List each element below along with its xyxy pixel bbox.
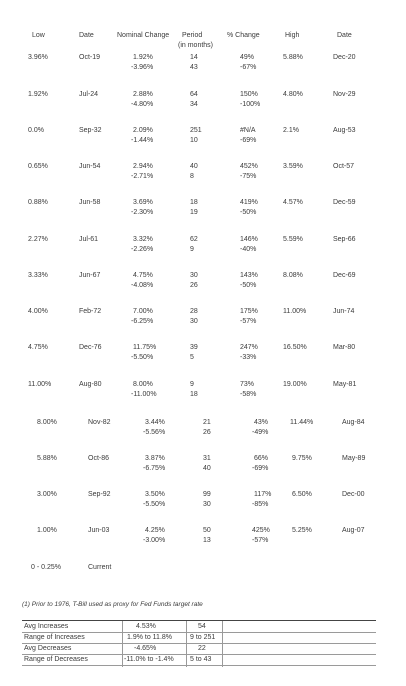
period-down-cell: 34 bbox=[190, 101, 198, 108]
high-cell: 6.50% bbox=[292, 491, 312, 498]
summary-label: Range of Decreases bbox=[24, 656, 88, 663]
period-up-cell: 251 bbox=[190, 127, 202, 134]
high-cell: 4.57% bbox=[283, 199, 303, 206]
nominal-increase-cell: 4.75% bbox=[133, 272, 153, 279]
pct-down-cell: -69% bbox=[240, 137, 257, 144]
summary-value-b: 22 bbox=[198, 645, 206, 652]
date-cell: Jun-03 bbox=[88, 527, 110, 534]
period-up-cell: 50 bbox=[203, 527, 211, 534]
nominal-increase-cell: 4.25% bbox=[145, 527, 165, 534]
summary-label: Range of Increases bbox=[24, 634, 85, 641]
nominal-increase-cell: 3.44% bbox=[145, 419, 165, 426]
pct-up-cell: 452% bbox=[240, 163, 258, 170]
pct-up-cell: 175% bbox=[240, 308, 258, 315]
date-cell: Current bbox=[88, 564, 112, 571]
date-cell: Oct-86 bbox=[88, 455, 110, 462]
pct-up-cell: 425% bbox=[252, 527, 270, 534]
nominal-decrease-cell: -5.50% bbox=[131, 354, 154, 361]
date-cell: Jul-24 bbox=[79, 91, 99, 98]
high-cell: 11.00% bbox=[283, 308, 307, 315]
pct-up-cell: 117% bbox=[254, 491, 272, 498]
date-cell: Nov-82 bbox=[88, 419, 111, 426]
low-cell: 11.00% bbox=[28, 381, 52, 388]
summary-label: Avg Increases bbox=[24, 623, 69, 630]
pct-up-cell: 143% bbox=[240, 272, 258, 279]
pct-down-cell: -40% bbox=[240, 246, 257, 253]
high-cell: 5.59% bbox=[283, 236, 303, 243]
header-low: Low bbox=[32, 32, 45, 39]
nominal-increase-cell: 2.09% bbox=[133, 127, 153, 134]
pct-down-cell: -67% bbox=[240, 64, 257, 71]
table-row bbox=[0, 381, 406, 405]
date2-cell: Dec-00 bbox=[342, 491, 365, 498]
nominal-increase-cell: 3.50% bbox=[145, 491, 165, 498]
low-cell: 4.00% bbox=[28, 308, 48, 315]
date-cell: Feb-72 bbox=[79, 308, 102, 315]
period-up-cell: 40 bbox=[190, 163, 198, 170]
period-down-cell: 43 bbox=[190, 64, 198, 71]
nominal-increase-cell: 2.88% bbox=[133, 91, 153, 98]
table-row bbox=[0, 527, 406, 551]
pct-up-cell: 146% bbox=[240, 236, 258, 243]
period-up-cell: 28 bbox=[190, 308, 198, 315]
pct-down-cell: -75% bbox=[240, 173, 257, 180]
period-up-cell: 62 bbox=[190, 236, 198, 243]
high-cell: 8.08% bbox=[283, 272, 303, 279]
nominal-decrease-cell: -1.44% bbox=[131, 137, 154, 144]
pct-up-cell: 73% bbox=[240, 381, 255, 388]
date-cell: Jun-54 bbox=[79, 163, 101, 170]
date2-cell: Jun-74 bbox=[333, 308, 355, 315]
pct-down-cell: -50% bbox=[240, 209, 257, 216]
summary-value-a: -4.65% bbox=[134, 645, 157, 652]
low-cell: 1.92% bbox=[28, 91, 48, 98]
pct-up-cell: 66% bbox=[254, 455, 269, 462]
period-down-cell: 26 bbox=[190, 282, 198, 289]
header-nominal-change: Nominal Change bbox=[117, 32, 170, 39]
high-cell: 5.88% bbox=[283, 54, 303, 61]
date-cell: Sep-92 bbox=[88, 491, 111, 498]
header-date2: Date bbox=[337, 32, 352, 39]
nominal-decrease-cell: -5.50% bbox=[143, 501, 166, 508]
date2-cell: Dec-59 bbox=[333, 199, 356, 206]
nominal-decrease-cell: -5.56% bbox=[143, 429, 166, 436]
nominal-decrease-cell: -2.26% bbox=[131, 246, 154, 253]
header-date: Date bbox=[79, 32, 94, 39]
period-up-cell: 30 bbox=[190, 272, 198, 279]
period-up-cell: 18 bbox=[190, 199, 198, 206]
footnote: (1) Prior to 1976, T-Bill used as proxy for Fed Funds target rate bbox=[22, 601, 203, 608]
header-period-sub: (in months) bbox=[178, 42, 214, 49]
table-row bbox=[0, 272, 406, 296]
pct-up-cell: #N/A bbox=[240, 127, 256, 134]
date2-cell: Nov-29 bbox=[333, 91, 356, 98]
date2-cell: May-81 bbox=[333, 381, 357, 388]
pct-up-cell: 49% bbox=[240, 54, 255, 61]
nominal-increase-cell: 11.75% bbox=[133, 344, 157, 351]
date2-cell: Sep-66 bbox=[333, 236, 356, 243]
pct-down-cell: -57% bbox=[252, 537, 269, 544]
summary-value-b: 9 to 251 bbox=[190, 634, 216, 641]
summary-label: Avg Decreases bbox=[24, 645, 72, 652]
pct-down-cell: -85% bbox=[252, 501, 269, 508]
period-up-cell: 9 bbox=[190, 381, 194, 388]
period-down-cell: 26 bbox=[203, 429, 211, 436]
high-cell: 19.00% bbox=[283, 381, 307, 388]
summary-value-a: 4.53% bbox=[136, 623, 156, 630]
nominal-decrease-cell: -4.80% bbox=[131, 101, 154, 108]
low-cell: 0.0% bbox=[28, 127, 44, 134]
date2-cell: Aug-53 bbox=[333, 127, 356, 134]
period-up-cell: 31 bbox=[203, 455, 211, 462]
high-cell: 11.44% bbox=[290, 419, 314, 426]
high-cell: 2.1% bbox=[283, 127, 299, 134]
pct-up-cell: 43% bbox=[254, 419, 269, 426]
low-cell: 1.00% bbox=[37, 527, 57, 534]
low-cell: 8.00% bbox=[37, 419, 57, 426]
date2-cell: Dec-20 bbox=[333, 54, 356, 61]
date-cell: Aug-80 bbox=[79, 381, 102, 388]
date-cell: Jun-58 bbox=[79, 199, 101, 206]
nominal-increase-cell: 1.92% bbox=[133, 54, 153, 61]
nominal-increase-cell: 2.94% bbox=[133, 163, 153, 170]
date-cell: Sep-32 bbox=[79, 127, 102, 134]
nominal-decrease-cell: -11.00% bbox=[131, 391, 157, 398]
period-down-cell: 13 bbox=[203, 537, 211, 544]
nominal-decrease-cell: -6.75% bbox=[143, 465, 166, 472]
table-row bbox=[0, 199, 406, 223]
nominal-increase-cell: 3.69% bbox=[133, 199, 153, 206]
header-high: High bbox=[285, 32, 300, 39]
table-row bbox=[0, 54, 406, 78]
summary-value-b: 5 to 43 bbox=[190, 656, 212, 663]
period-up-cell: 14 bbox=[190, 54, 198, 61]
low-cell: 3.96% bbox=[28, 54, 48, 61]
pct-down-cell: -69% bbox=[252, 465, 269, 472]
nominal-increase-cell: 7.00% bbox=[133, 308, 153, 315]
date-cell: Dec-76 bbox=[79, 344, 102, 351]
table-header bbox=[0, 32, 406, 56]
summary-row bbox=[22, 654, 376, 666]
table-row bbox=[0, 308, 406, 332]
period-down-cell: 5 bbox=[190, 354, 194, 361]
high-cell: 16.50% bbox=[283, 344, 307, 351]
date2-cell: Aug-07 bbox=[342, 527, 365, 534]
table-row bbox=[0, 236, 406, 260]
pct-up-cell: 247% bbox=[240, 344, 258, 351]
pct-down-cell: -50% bbox=[240, 282, 257, 289]
table-row bbox=[0, 163, 406, 187]
nominal-decrease-cell: -2.30% bbox=[131, 209, 154, 216]
summary-value-b: 54 bbox=[198, 623, 206, 630]
low-cell: 0 - 0.25% bbox=[31, 564, 61, 571]
period-up-cell: 21 bbox=[203, 419, 211, 426]
pct-down-cell: -58% bbox=[240, 391, 257, 398]
high-cell: 4.80% bbox=[283, 91, 303, 98]
nominal-decrease-cell: -6.25% bbox=[131, 318, 154, 325]
table-row bbox=[0, 455, 406, 479]
low-cell: 3.00% bbox=[37, 491, 57, 498]
period-up-cell: 64 bbox=[190, 91, 198, 98]
period-down-cell: 19 bbox=[190, 209, 198, 216]
header-pct-change: % Change bbox=[227, 32, 260, 39]
low-cell: 2.27% bbox=[28, 236, 48, 243]
pct-up-cell: 150% bbox=[240, 91, 258, 98]
table-row bbox=[0, 91, 406, 115]
table-row bbox=[0, 491, 406, 515]
high-cell: 9.75% bbox=[292, 455, 312, 462]
pct-up-cell: 419% bbox=[240, 199, 258, 206]
nominal-increase-cell: 3.87% bbox=[145, 455, 165, 462]
pct-down-cell: -100% bbox=[240, 101, 261, 108]
low-cell: 3.33% bbox=[28, 272, 48, 279]
date2-cell: Aug-84 bbox=[342, 419, 365, 426]
low-cell: 0.88% bbox=[28, 199, 48, 206]
table-row bbox=[0, 127, 406, 151]
low-cell: 4.75% bbox=[28, 344, 48, 351]
period-up-cell: 99 bbox=[203, 491, 211, 498]
current-row bbox=[0, 564, 406, 588]
period-down-cell: 9 bbox=[190, 246, 194, 253]
period-down-cell: 30 bbox=[203, 501, 211, 508]
nominal-increase-cell: 8.00% bbox=[133, 381, 153, 388]
period-down-cell: 18 bbox=[190, 391, 198, 398]
nominal-decrease-cell: -3.00% bbox=[143, 537, 166, 544]
date2-cell: Oct-57 bbox=[333, 163, 355, 170]
date-cell: Jun-67 bbox=[79, 272, 101, 279]
high-cell: 5.25% bbox=[292, 527, 312, 534]
table-row bbox=[0, 419, 406, 443]
period-up-cell: 39 bbox=[190, 344, 198, 351]
date-cell: Jul-61 bbox=[79, 236, 99, 243]
high-cell: 3.59% bbox=[283, 163, 303, 170]
pct-down-cell: -33% bbox=[240, 354, 257, 361]
period-down-cell: 8 bbox=[190, 173, 194, 180]
pct-down-cell: -57% bbox=[240, 318, 257, 325]
date2-cell: May-89 bbox=[342, 455, 366, 462]
date2-cell: Mar-80 bbox=[333, 344, 356, 351]
header-period: Period bbox=[182, 32, 203, 39]
period-down-cell: 10 bbox=[190, 137, 198, 144]
date2-cell: Dec-69 bbox=[333, 272, 356, 279]
date-cell: Oct-19 bbox=[79, 54, 101, 61]
nominal-decrease-cell: -2.71% bbox=[131, 173, 154, 180]
nominal-decrease-cell: -3.96% bbox=[131, 64, 154, 71]
low-cell: 0.65% bbox=[28, 163, 48, 170]
summary-table bbox=[22, 620, 376, 667]
low-cell: 5.88% bbox=[37, 455, 57, 462]
nominal-decrease-cell: -4.08% bbox=[131, 282, 154, 289]
summary-value-a: 1.9% to 11.8% bbox=[127, 634, 173, 641]
period-down-cell: 40 bbox=[203, 465, 211, 472]
period-down-cell: 30 bbox=[190, 318, 198, 325]
table-row bbox=[0, 344, 406, 368]
nominal-increase-cell: 3.32% bbox=[133, 236, 153, 243]
pct-down-cell: -49% bbox=[252, 429, 269, 436]
summary-value-a: -11.0% to -1.4% bbox=[124, 656, 174, 663]
